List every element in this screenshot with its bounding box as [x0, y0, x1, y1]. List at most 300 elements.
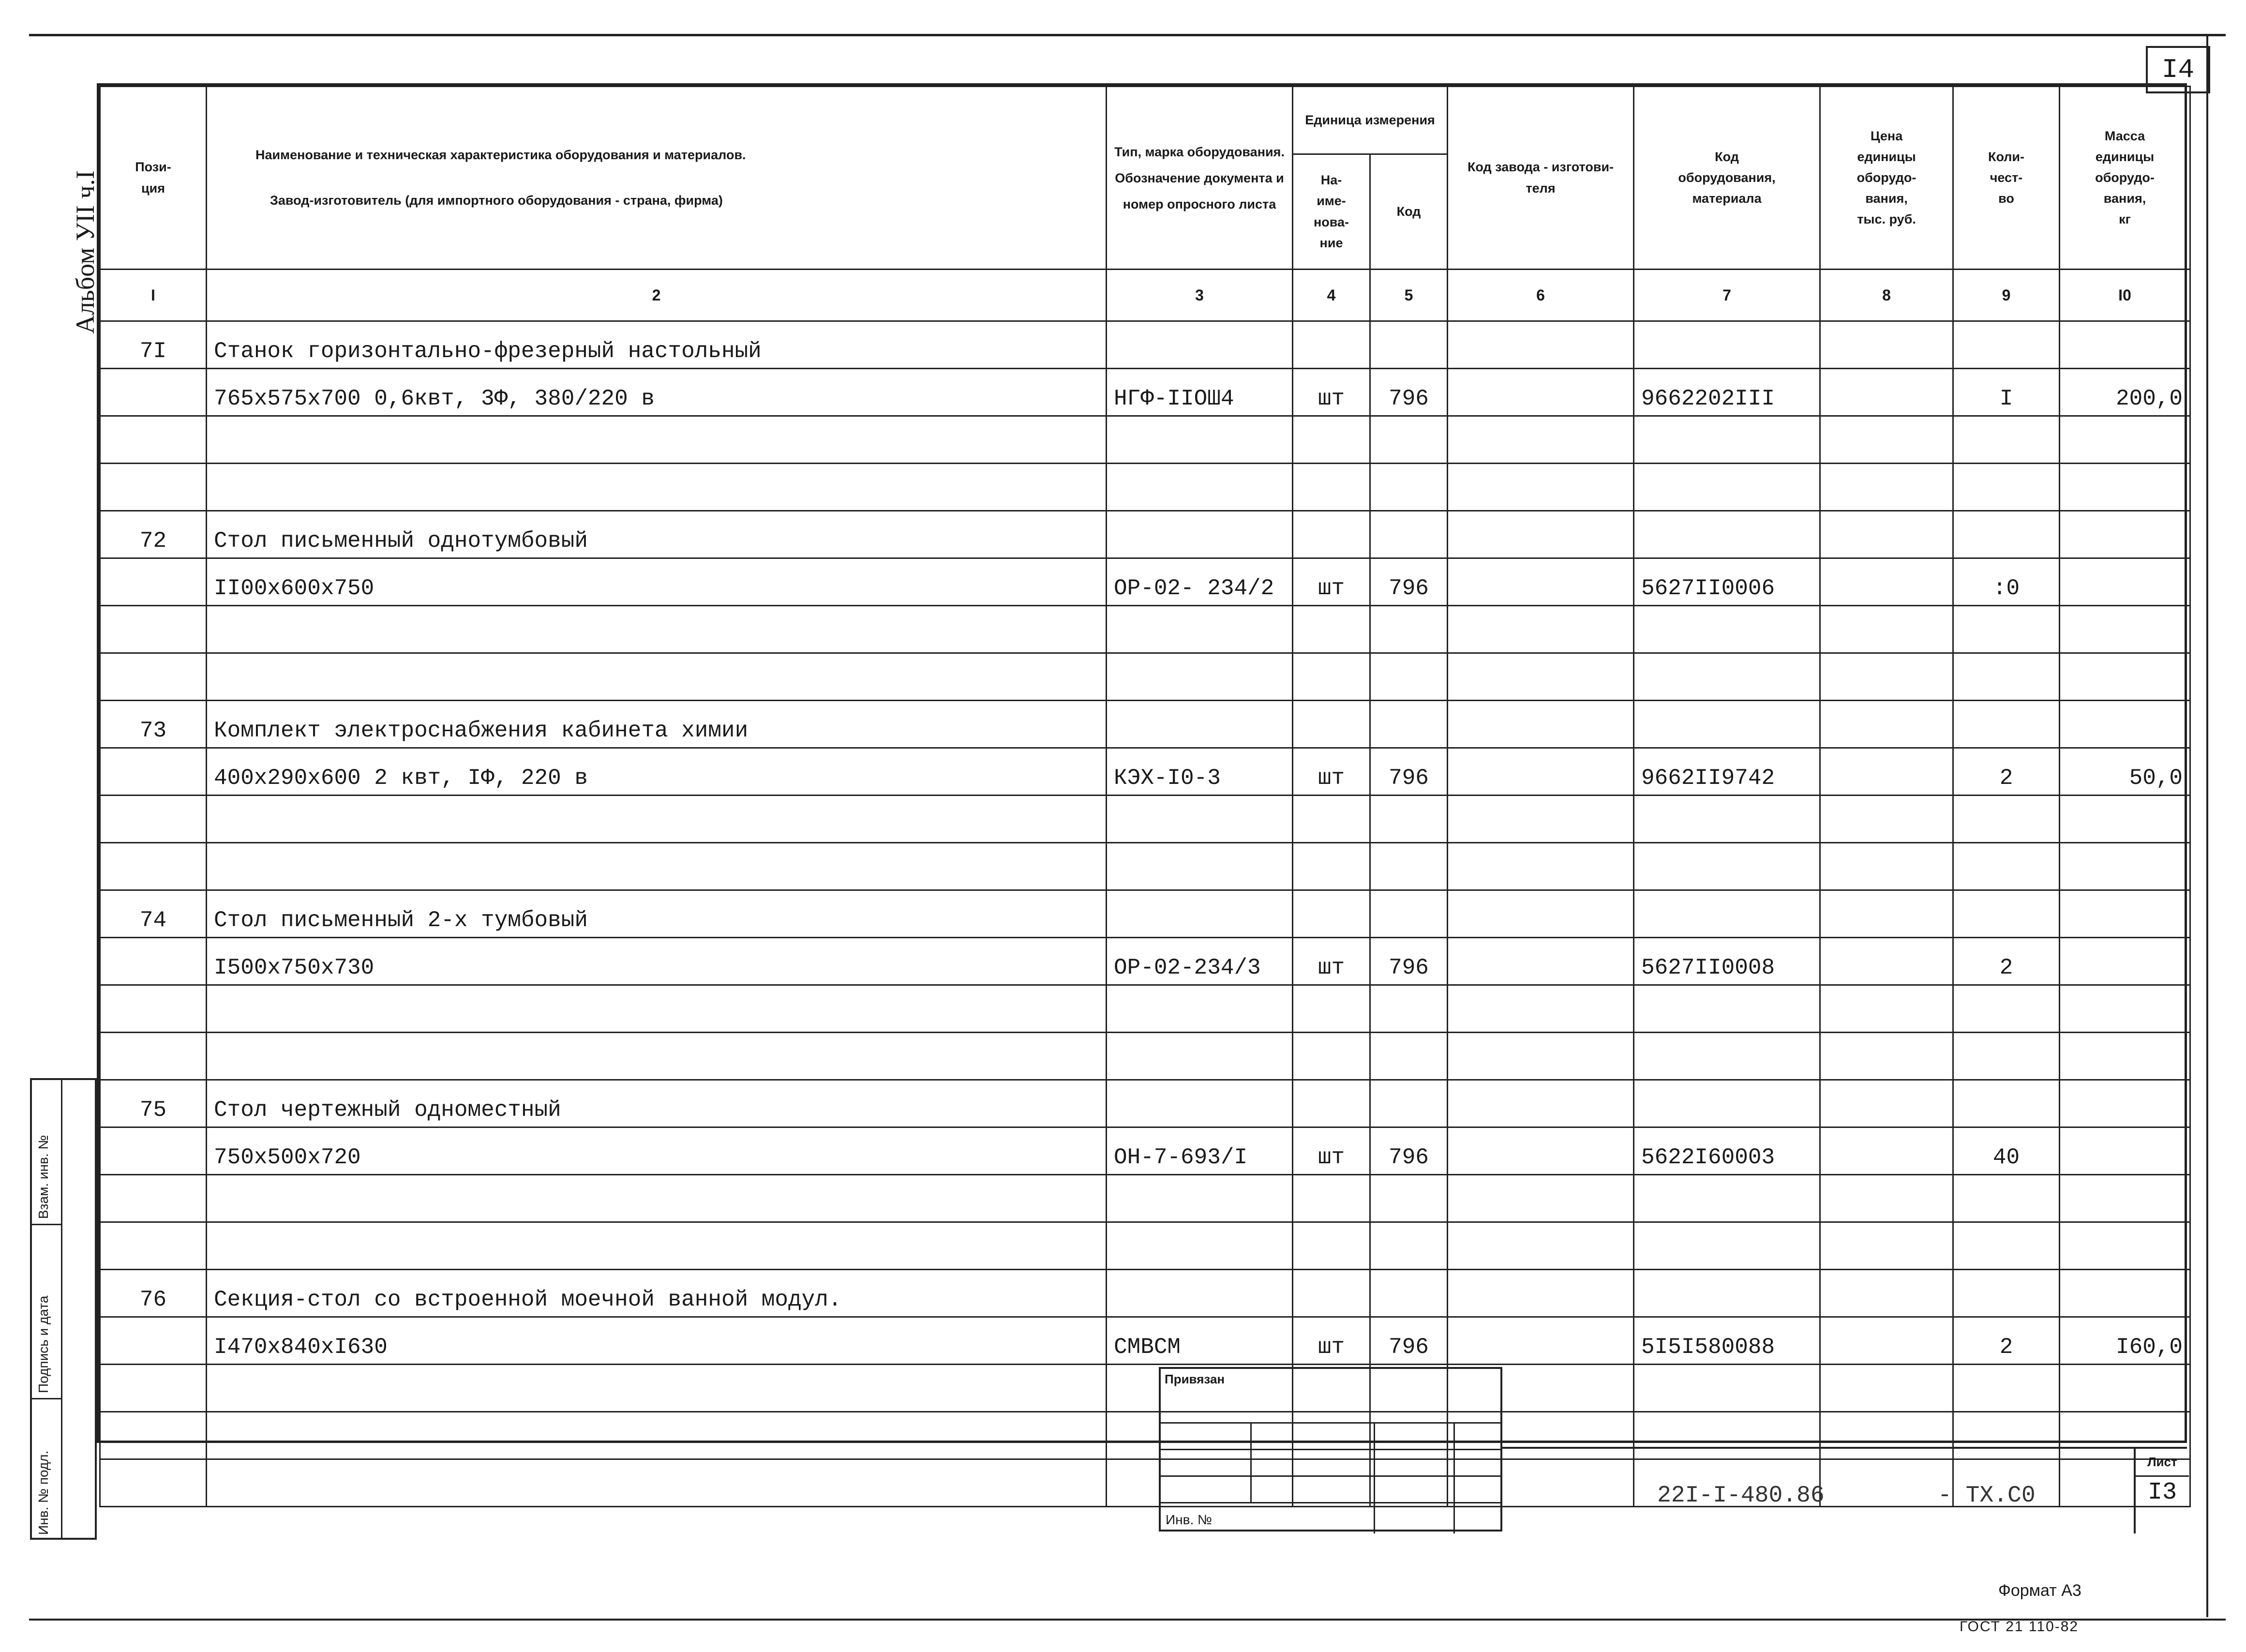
side-cell-signature [32, 1225, 61, 1399]
cell-pos [100, 558, 207, 606]
cell-mass [2060, 321, 2190, 369]
item-spec-row [100, 748, 2190, 796]
cell-text [207, 985, 1107, 1033]
cell-type [1107, 1033, 1293, 1080]
cell-mass [2060, 1270, 2190, 1317]
cell-price [1820, 985, 1953, 1033]
cell-mass [2060, 1222, 2190, 1270]
cell-qty [1953, 511, 2060, 558]
format-label: Формат А3 [1998, 1581, 2081, 1600]
header-equipment-code: Код оборудования, материала [1634, 87, 1820, 270]
cell-unit_code [1370, 1175, 1448, 1222]
cell-text: 765х575х700 0,6квт, 3Ф, 380/220 в [207, 369, 1107, 416]
cell-text: 400x290x600 2 квт, IФ, 220 в [207, 748, 1107, 796]
cell-unit_code [1370, 985, 1448, 1033]
cell-code [1634, 653, 1820, 701]
cell-code: 5622I60003 [1634, 1127, 1820, 1175]
cell-pos [100, 1317, 207, 1365]
cell-code [1634, 1365, 1820, 1412]
cell-price [1820, 1270, 1953, 1317]
side-cell-inventory [32, 1399, 61, 1540]
side-stamp [30, 1078, 97, 1540]
cell-price [1820, 416, 1953, 464]
cell-unit [1293, 890, 1370, 938]
header-price: Цена единицы оборудо- вания, тыс. руб. [1820, 87, 1953, 270]
cell-type [1107, 511, 1293, 558]
cell-plant [1448, 558, 1634, 606]
cell-unit_code [1370, 321, 1448, 369]
cell-pos [100, 938, 207, 985]
cell-unit: шт [1293, 369, 1370, 416]
cell-code [1634, 890, 1820, 938]
cell-code: 5627II0008 [1634, 938, 1820, 985]
cell-qty [1953, 1222, 2060, 1270]
sheet-right-border [2206, 35, 2208, 1617]
cell-code [1634, 1222, 1820, 1270]
cell-mass [2060, 843, 2190, 890]
cell-mass [2060, 938, 2190, 985]
cell-type [1107, 1270, 1293, 1317]
cell-qty [1953, 985, 2060, 1033]
cell-qty [1953, 701, 2060, 748]
cell-pos [100, 606, 207, 653]
cell-qty [1953, 1175, 2060, 1222]
header-type: Тип, марка оборудования. Обозначение документа и номер опросного листа [1107, 87, 1293, 270]
cell-unit_code: 796 [1370, 369, 1448, 416]
cell-pos: 75 [100, 1080, 207, 1127]
item-name-row [100, 701, 2190, 748]
cell-unit_code [1370, 701, 1448, 748]
cell-unit_code [1370, 1270, 1448, 1317]
cell-type [1107, 653, 1293, 701]
item-name-row [100, 1270, 2190, 1317]
cell-price [1820, 1127, 1953, 1175]
cell-price [1820, 796, 1953, 843]
cell-plant [1448, 464, 1634, 511]
stamp-line [1161, 1475, 1500, 1477]
cell-price [1820, 653, 1953, 701]
cell-mass [2060, 416, 2190, 464]
item-spec-row [100, 369, 2190, 416]
cell-pos [100, 1222, 207, 1270]
item-name-row [100, 511, 2190, 558]
cell-unit: шт [1293, 748, 1370, 796]
header-unit-code: Код [1370, 154, 1448, 270]
stamp-line [1374, 1422, 1375, 1533]
cell-price [1820, 464, 1953, 511]
cell-mass [2060, 985, 2190, 1033]
blank-row [100, 1365, 2190, 1412]
cell-qty: 40 [1953, 1127, 2060, 1175]
cell-price [1820, 1222, 1953, 1270]
gost-label: ГОСТ 21 110-82 [1960, 1619, 2079, 1635]
cell-mass [2060, 511, 2190, 558]
cell-text [207, 843, 1107, 890]
cell-text [207, 1365, 1107, 1412]
column-number: 5 [1370, 270, 1448, 321]
column-number: 6 [1448, 270, 1634, 321]
blank-row [100, 1033, 2190, 1080]
cell-text [207, 464, 1107, 511]
blank-row [100, 985, 2190, 1033]
cell-price [1820, 511, 1953, 558]
column-number: 2 [207, 270, 1107, 321]
cell-pos [100, 1175, 207, 1222]
cell-pos [100, 1412, 207, 1459]
cell-plant [1448, 1222, 1634, 1270]
stamp-line [1250, 1422, 1252, 1502]
cell-pos [100, 416, 207, 464]
cell-type [1107, 416, 1293, 464]
column-number: 8 [1820, 270, 1953, 321]
document-code: 22I-I-480.86 [1657, 1483, 1825, 1509]
column-number: 4 [1293, 270, 1370, 321]
header-mass: Масса единицы оборудо- вания, кг [2060, 87, 2190, 270]
header-position: Пози- ция [100, 87, 207, 270]
cell-unit [1293, 1222, 1370, 1270]
cell-type [1107, 1080, 1293, 1127]
column-number: 7 [1634, 270, 1820, 321]
cell-unit_code: 796 [1370, 1127, 1448, 1175]
header-quantity: Коли- чест- во [1953, 87, 2060, 270]
item-spec-row [100, 558, 2190, 606]
document-suffix: - ТХ.С0 [1938, 1483, 2036, 1509]
cell-code [1634, 321, 1820, 369]
cell-qty [1953, 321, 2060, 369]
blank-row [100, 653, 2190, 701]
cell-type [1107, 1175, 1293, 1222]
cell-mass: I60,0 [2060, 1317, 2190, 1365]
cell-pos [100, 653, 207, 701]
cell-mass: 50,0 [2060, 748, 2190, 796]
stamp-label: Привязан [1165, 1372, 1225, 1386]
cell-code [1634, 606, 1820, 653]
cell-plant [1448, 938, 1634, 985]
item-spec-row [100, 1127, 2190, 1175]
cell-text [207, 606, 1107, 653]
cell-pos: 73 [100, 701, 207, 748]
cell-code: 9662202III [1634, 369, 1820, 416]
cell-qty: 2 [1953, 748, 2060, 796]
cell-unit_code [1370, 464, 1448, 511]
cell-pos [100, 1365, 207, 1412]
cell-plant [1448, 890, 1634, 938]
cell-unit [1293, 511, 1370, 558]
side-cell-replace-label: Взам. инв. № [36, 1135, 51, 1219]
cell-mass [2060, 1175, 2190, 1222]
column-number: 3 [1107, 270, 1293, 321]
stamp-line [1161, 1422, 1500, 1424]
column-number: 9 [1953, 270, 2060, 321]
cell-price [1820, 558, 1953, 606]
cell-plant [1448, 369, 1634, 416]
cell-price [1820, 1175, 1953, 1222]
cell-unit [1293, 1175, 1370, 1222]
cell-unit: шт [1293, 558, 1370, 606]
header-name: Наименование и техническая характеристика оборудования и материалов. Завод-изготовитель (для импортного оборудования - страна, фирма) [207, 87, 1107, 270]
item-spec-row [100, 1317, 2190, 1365]
stamp-line [1161, 1502, 1500, 1503]
cell-qty [1953, 464, 2060, 511]
cell-type [1107, 843, 1293, 890]
header-unit-name: На- име- нова- ние [1293, 154, 1370, 270]
cell-unit_code: 796 [1370, 558, 1448, 606]
cell-unit [1293, 464, 1370, 511]
cell-mass [2060, 464, 2190, 511]
cell-qty [1953, 843, 2060, 890]
cell-unit: шт [1293, 1317, 1370, 1365]
cell-qty [1953, 796, 2060, 843]
cell-code: 5627II0006 [1634, 558, 1820, 606]
cell-unit [1293, 985, 1370, 1033]
cell-unit [1293, 606, 1370, 653]
cell-text: Станок горизонтально-фрезерный настольный [207, 321, 1107, 369]
cell-code: 9662II9742 [1634, 748, 1820, 796]
cell-plant [1448, 843, 1634, 890]
cell-price [1820, 938, 1953, 985]
cell-unit_code [1370, 796, 1448, 843]
bottom-rule [29, 1619, 2226, 1621]
item-name-row [100, 890, 2190, 938]
blank-row [100, 464, 2190, 511]
cell-code [1634, 1270, 1820, 1317]
cell-plant [1448, 1127, 1634, 1175]
cell-mass: 200,0 [2060, 369, 2190, 416]
cell-text [207, 653, 1107, 701]
cell-pos [100, 1127, 207, 1175]
cell-unit [1293, 701, 1370, 748]
cell-code [1634, 1080, 1820, 1127]
cell-price [1820, 701, 1953, 748]
cell-price [1820, 1080, 1953, 1127]
cell-text [207, 796, 1107, 843]
cell-type: НГФ-IIОШ4 [1107, 369, 1293, 416]
sheet-number: I3 [2147, 1479, 2177, 1506]
cell-unit [1293, 653, 1370, 701]
cell-code [1634, 985, 1820, 1033]
cell-text [207, 1222, 1107, 1270]
sheet-corner-number: I4 [2146, 46, 2210, 93]
cell-type [1107, 464, 1293, 511]
cell-pos: 76 [100, 1270, 207, 1317]
cell-text: I500x750x730 [207, 938, 1107, 985]
cell-price [1820, 369, 1953, 416]
cell-plant [1448, 701, 1634, 748]
header-unit-group: Единица измерения [1293, 87, 1448, 154]
blank-row [100, 606, 2190, 653]
sheet-label: Лист [2136, 1449, 2189, 1477]
cell-pos [100, 748, 207, 796]
column-number-row [100, 270, 2190, 321]
cell-unit [1293, 796, 1370, 843]
cell-plant [1448, 985, 1634, 1033]
cell-plant [1448, 1033, 1634, 1080]
cell-unit [1293, 416, 1370, 464]
cell-price [1820, 321, 1953, 369]
cell-unit_code [1370, 1033, 1448, 1080]
cell-pos [100, 369, 207, 416]
blank-row [100, 796, 2190, 843]
cell-text: Стол письменный однотумбовый [207, 511, 1107, 558]
cell-type [1107, 1222, 1293, 1270]
specification-table [97, 83, 2187, 1443]
side-cell-inventory-label: Инв. № подл. [36, 1450, 51, 1535]
cell-qty [1953, 1080, 2060, 1127]
cell-plant [1448, 796, 1634, 843]
cell-price [1820, 890, 1953, 938]
cell-text: Стол чертежный одноместный [207, 1080, 1107, 1127]
cell-unit_code [1370, 653, 1448, 701]
cell-plant [1448, 321, 1634, 369]
blank-row [100, 416, 2190, 464]
stamp-line [1453, 1422, 1455, 1533]
cell-mass [2060, 796, 2190, 843]
cell-type: СМВСМ [1107, 1317, 1293, 1365]
cell-unit [1293, 843, 1370, 890]
cell-price [1820, 1365, 1953, 1412]
cell-unit_code [1370, 843, 1448, 890]
cell-mass [2060, 606, 2190, 653]
cell-price [1820, 606, 1953, 653]
cell-plant [1448, 1080, 1634, 1127]
cell-pos: 74 [100, 890, 207, 938]
cell-unit [1293, 1033, 1370, 1080]
cell-plant [1448, 1317, 1634, 1365]
cell-unit_code [1370, 1222, 1448, 1270]
cell-price [1820, 748, 1953, 796]
cell-text [207, 416, 1107, 464]
cell-type: ОР-02- 234/2 [1107, 558, 1293, 606]
side-cell-signature-label: Подпись и дата [36, 1295, 51, 1393]
cell-price [1820, 1317, 1953, 1365]
cell-type [1107, 890, 1293, 938]
cell-pos [100, 1459, 207, 1507]
cell-text: 750x500x720 [207, 1127, 1107, 1175]
cell-text: Стол письменный 2-х тумбовый [207, 890, 1107, 938]
cell-text: Комплект электроснабжения кабинета химии [207, 701, 1107, 748]
cell-unit_code [1370, 606, 1448, 653]
cell-qty [1953, 606, 2060, 653]
cell-qty: 2 [1953, 1317, 2060, 1365]
sheet-box [2134, 1449, 2189, 1533]
cell-text [207, 1459, 1107, 1507]
cell-unit_code: 796 [1370, 938, 1448, 985]
cell-code [1634, 796, 1820, 843]
side-cell-replace [32, 1080, 61, 1225]
cell-text [207, 1412, 1107, 1459]
cell-mass [2060, 890, 2190, 938]
cell-unit [1293, 1270, 1370, 1317]
cell-mass [2060, 653, 2190, 701]
blank-row [100, 1222, 2190, 1270]
cell-type: ОР-02-234/3 [1107, 938, 1293, 985]
cell-pos [100, 985, 207, 1033]
cell-type [1107, 606, 1293, 653]
cell-text [207, 1033, 1107, 1080]
cell-plant [1448, 748, 1634, 796]
title-block [1502, 1447, 2187, 1533]
album-label: Альбом УII ч.I [71, 170, 100, 334]
cell-code [1634, 1033, 1820, 1080]
cell-code [1634, 1175, 1820, 1222]
cell-code [1634, 464, 1820, 511]
cell-code: 5I5I580088 [1634, 1317, 1820, 1365]
cell-unit_code: 796 [1370, 1317, 1448, 1365]
side-stamp-divider [61, 1080, 62, 1538]
stamp-line [1161, 1449, 1500, 1450]
cell-plant [1448, 606, 1634, 653]
cell-qty [1953, 1365, 2060, 1412]
cell-plant [1448, 416, 1634, 464]
cell-mass [2060, 1080, 2190, 1127]
column-number: I0 [2060, 270, 2190, 321]
cell-qty [1953, 1270, 2060, 1317]
cell-qty [1953, 890, 2060, 938]
cell-text: I470x840xI630 [207, 1317, 1107, 1365]
cell-type [1107, 796, 1293, 843]
cell-price [1820, 843, 1953, 890]
cell-unit_code [1370, 1080, 1448, 1127]
cell-mass [2060, 701, 2190, 748]
cell-type [1107, 321, 1293, 369]
item-name-row [100, 321, 2190, 369]
cell-unit_code: 796 [1370, 748, 1448, 796]
cell-unit: шт [1293, 1127, 1370, 1175]
cell-unit [1293, 1080, 1370, 1127]
item-spec-row [100, 938, 2190, 985]
header-plant-code: Код завода - изготови- теля [1448, 87, 1634, 270]
cell-type: ОН-7-693/I [1107, 1127, 1293, 1175]
cell-mass [2060, 1365, 2190, 1412]
binding-stamp [1159, 1367, 1502, 1532]
cell-pos: 7I [100, 321, 207, 369]
cell-unit: шт [1293, 938, 1370, 985]
cell-unit [1293, 321, 1370, 369]
cell-plant [1448, 1270, 1634, 1317]
cell-type: КЭХ-I0-3 [1107, 748, 1293, 796]
cell-plant [1448, 1175, 1634, 1222]
cell-mass [2060, 558, 2190, 606]
cell-text: Секция-стол со встроенной моечной ванной модул. [207, 1270, 1107, 1317]
cell-type [1107, 985, 1293, 1033]
cell-text [207, 1175, 1107, 1222]
cell-text: II00x600x750 [207, 558, 1107, 606]
cell-pos [100, 843, 207, 890]
cell-unit_code [1370, 511, 1448, 558]
cell-code [1634, 416, 1820, 464]
cell-qty: :0 [1953, 558, 2060, 606]
cell-type [1107, 701, 1293, 748]
cell-code [1634, 843, 1820, 890]
column-number: I [100, 270, 207, 321]
cell-qty [1953, 1033, 2060, 1080]
inventory-label: Инв. № [1166, 1512, 1213, 1527]
cell-qty: 2 [1953, 938, 2060, 985]
cell-pos [100, 1033, 207, 1080]
cell-price [1820, 1033, 1953, 1080]
cell-pos: 72 [100, 511, 207, 558]
item-name-row [100, 1080, 2190, 1127]
blank-row [100, 843, 2190, 890]
cell-mass [2060, 1127, 2190, 1175]
cell-qty [1953, 416, 2060, 464]
cell-qty: I [1953, 369, 2060, 416]
cell-code [1634, 511, 1820, 558]
cell-plant [1448, 511, 1634, 558]
cell-qty [1953, 653, 2060, 701]
cell-mass [2060, 1033, 2190, 1080]
cell-unit_code [1370, 416, 1448, 464]
